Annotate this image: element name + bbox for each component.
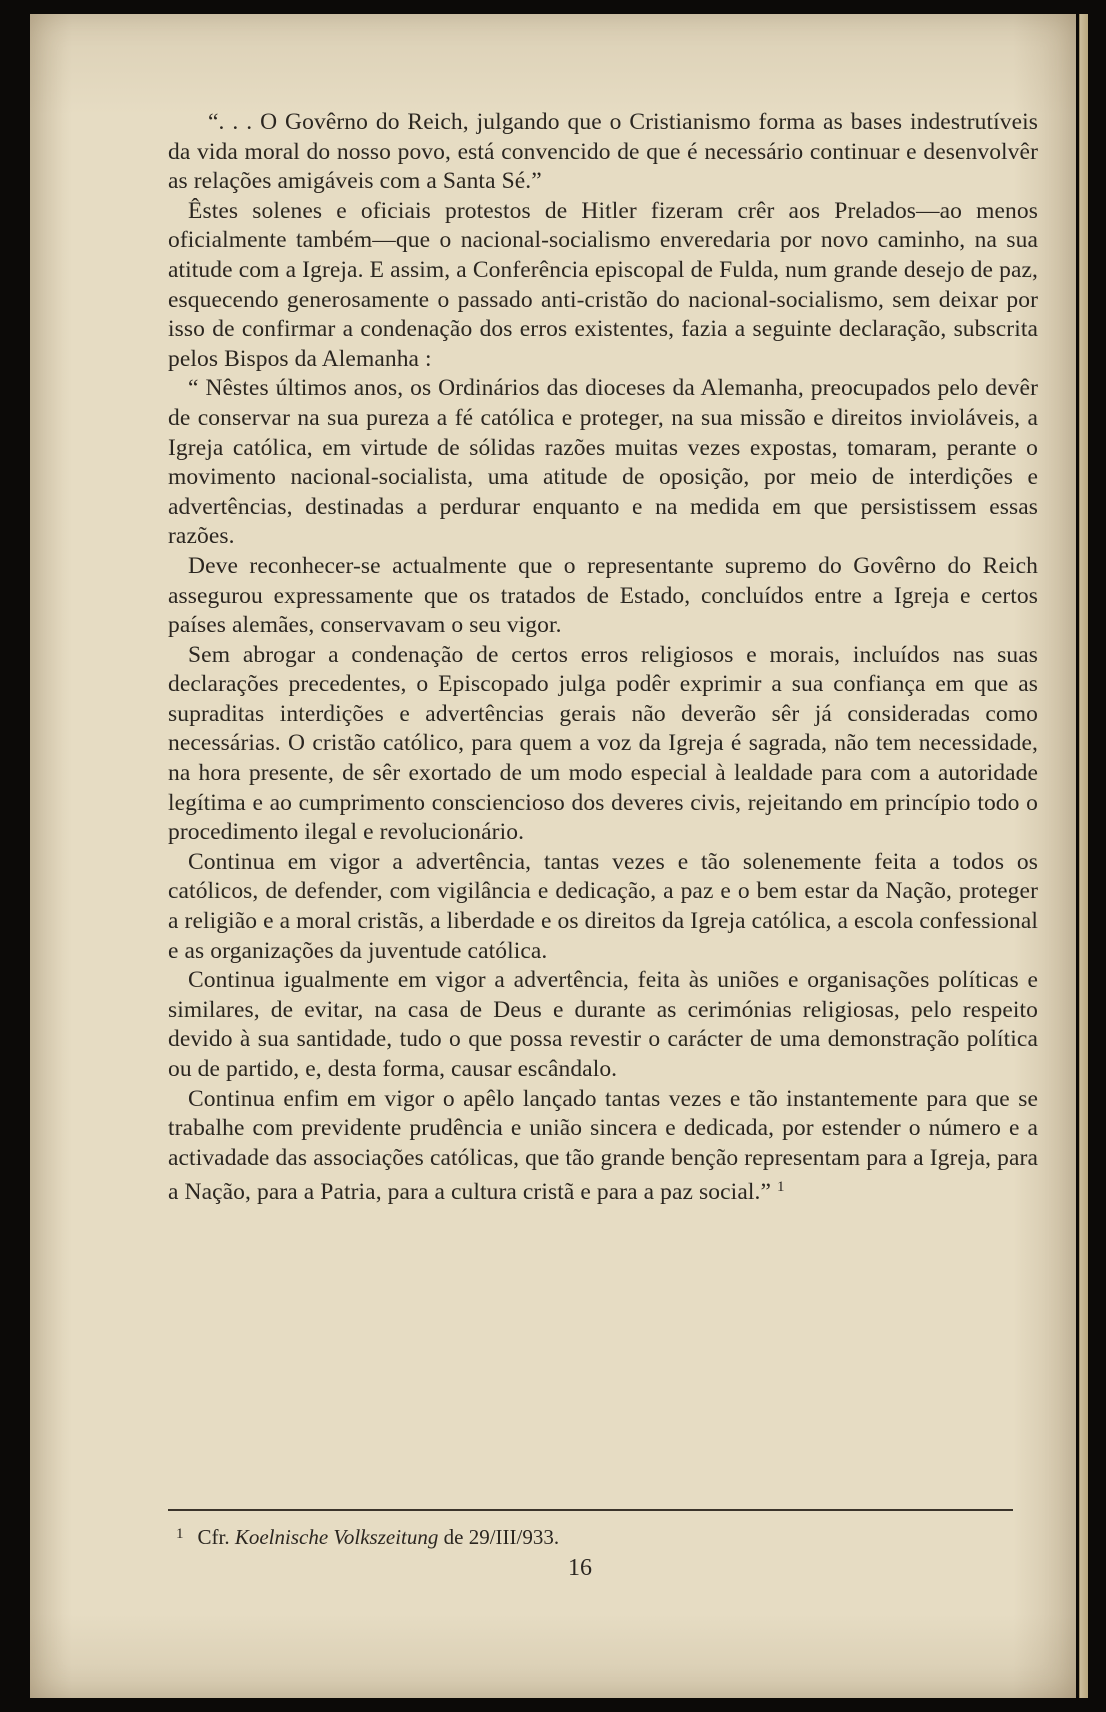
paragraph-recognition: Deve reconhecer-se actualmente que o representante supremo do Govêrno do Reich assegurou expressamente que os tratados de Estado, concluídos entre a Igreja e certos países alemães, conservavam o seu vigor.: [168, 552, 1038, 639]
body-text: [168, 108, 1038, 1208]
paragraph-warning-catholics: Continua em vigor a advertência, tantas vezes e tão solenemente feita a todos os católicos, de defender, com vigilância e dedicação, a paz e o bem estar da Nação, proteger a religião e a moral cristãs, a liberdade e os direitos da Igreja católica, a escola confessional e as organizações da juventude católica.: [168, 848, 1038, 964]
page-number: 16: [568, 1555, 592, 1581]
footnote-prefix: Cfr.: [197, 1525, 230, 1549]
footnote-source: Koelnische Volkszeitung: [234, 1525, 439, 1549]
paragraph-appeal: [168, 1085, 1038, 1208]
paragraph-episcopate: Sem abrogar a condenação de certos erros religiosos e morais, incluídos nas suas declarações precedentes, o Episcopado julga podêr exprimir a sua confiança em que as supraditas interdições e advertências gerais não deverão sêr já consideradas como necessárias. O cristão católico, para quem a voz da Igreja é sagrada, não tem necessidade, na hora presente, de sêr exortado de um modo especial à lealdade para com a autoridade legítima e ao cumprimento consciencioso dos deveres civis, rejeitando em princípio todo o procedimento ilegal e revolucionário.: [168, 641, 1038, 846]
paragraph-declaration-start: “ Nêstes últimos anos, os Ordinários das dioceses da Alemanha, preocupados pelo devêr de conservar na sua pureza a fé católica e proteger, na sua missão e direitos invioláveis, a Igreja católica, em virtude de sólidas razões muitas vezes expostas, tomaram, perante o movimento nacional-socialista, uma atitude de oposição, por meio de interdições e advertências, destinadas a perdurar enquanto e na medida em que persistissem essas razões.: [168, 375, 1038, 550]
paragraph-warning-unions: Continua igualmente em vigor a advertência, feita às uniões e organisações políticas e similares, de evitar, na casa de Deus e durante as cerimónias religiosas, pelo respeito devido à sua santidade, tudo o que possa revestir o carácter de uma demonstração política ou de partido, e, desta forma, causar escândalo.: [168, 967, 1038, 1082]
paragraph-appeal-text: Continua enfim em vigor o apêlo lançado tantas vezes e tão instantemente para que se trabalhe com previdente prudência e união sincera e dedicada, por estender o número e a activadade das associações católicas, que tão grande benção representam para a Igreja, para a Nação, para a Patria, para a cultura cristã e para a paz social.”: [168, 1085, 1038, 1206]
footnote-divider: [168, 1509, 1013, 1511]
paragraph-quote-intro: “. . . O Govêrno do Reich, julgando que o Cristianismo forma as bases indestrutíveis da vida moral do nosso povo, está convencido de que é necessário continuar e desenvolvêr as relações amigáveis com a Santa Sé.”: [168, 109, 1038, 195]
footnote-reference[interactable]: 1: [776, 1179, 785, 1196]
footnote-suffix: de 29/III/933.: [443, 1525, 560, 1549]
paragraph-hitler-protests: Êstes solenes e oficiais protestos de Hitler fizeram crêr aos Prelados—ao menos oficialmente também—que o nacional-socialismo enveredaria por novo caminho, na sua atitude com a Igreja. E assim, a Conferência episcopal de Fulda, num grande desejo de paz, esquecendo generosamente o passado anti-cristão do nacional-socialismo, sem deixar por isso de confirmar a condenação dos erros existentes, fazia a seguinte declaração, subscrita pelos Bispos da Alemanha :: [168, 197, 1038, 372]
page-edge: [1079, 14, 1088, 1698]
footnote-mark: 1: [176, 1526, 184, 1542]
footnote: [176, 1521, 996, 1550]
